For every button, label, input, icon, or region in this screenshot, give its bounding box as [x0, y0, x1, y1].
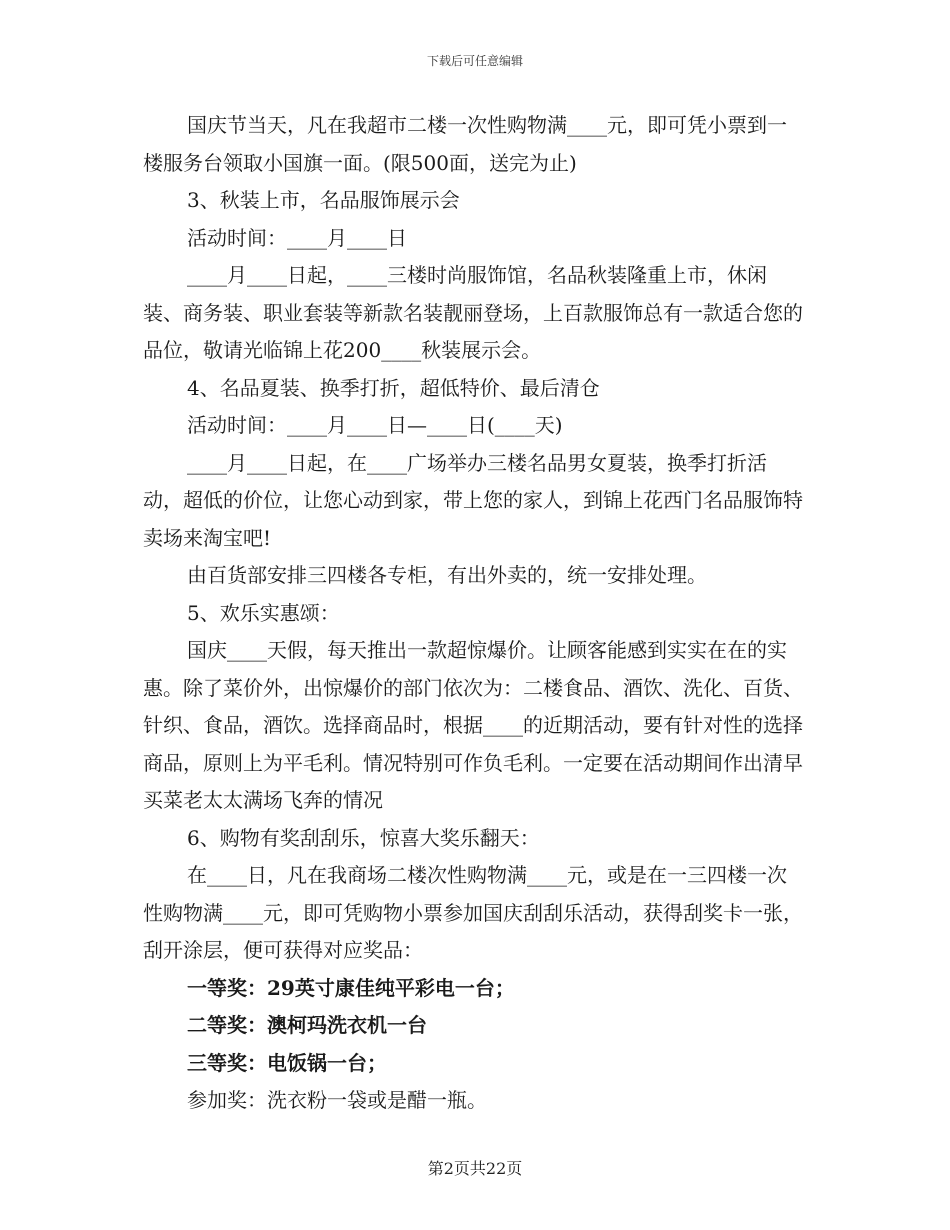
prize-third: 三等奖：电饭锅一台；: [187, 1050, 387, 1075]
activity-time-autumn: 活动时间：____月____日: [187, 225, 407, 250]
section-heading-happy-deals: 5、欢乐实惠颂：: [187, 600, 340, 625]
page-footer: 第2页共22页: [427, 1159, 523, 1178]
section-heading-summer-clearance: 4、名品夏装、换季打折，超低特价、最后清仓: [187, 375, 600, 400]
prize-first: 一等奖：29英寸康佳纯平彩电一台；: [187, 975, 515, 1000]
paragraph-summer-clearance: ____月____日起，在____广场举办三楼名品男女夏装，换季打折活动，超低的价位，让您心动到家，带上您的家人，到锦上花西门名品服饰特卖场来淘宝吧!: [143, 450, 803, 550]
paragraph-happy-deals: 国庆____天假，每天推出一款超惊爆价。让顾客能感到实实在在的实惠。除了菜价外，出惊爆价的部门依次为：二楼食品、酒饮、洗化、百货、针织、食品，酒饮。选择商品时，根据____的近期活动，要有针对性的选择商品，原则上为平毛利。情况特别可作负毛利。一定要在活动期间作出清早买菜老太太满场飞奔的情况: [143, 638, 803, 812]
document-body: [143, 107, 803, 1120]
section-heading-autumn-fashion: 3、秋装上市，名品服饰展示会: [187, 188, 460, 212]
paragraph-flag-gift: 国庆节当天，凡在我超市二楼一次性购物满____元，即可凭小票到一楼服务台领取小国旗一面。(限500面，送完为止): [143, 113, 787, 175]
page-header: 下载后可任意编辑: [426, 54, 523, 68]
prize-participation: 参加奖：洗衣粉一袋或是醋一瓶。: [187, 1088, 487, 1112]
prize-second: 二等奖：澳柯玛洗衣机一台: [187, 1013, 427, 1037]
paragraph-department-arrangement: 由百货部安排三四楼各专柜，有出外卖的，统一安排处理。: [187, 563, 707, 587]
section-heading-scratch-card: 6、购物有奖刮刮乐，惊喜大奖乐翻天：: [187, 825, 540, 850]
activity-time-summer: 活动时间：____月____日—____日(____天): [187, 413, 563, 437]
paragraph-autumn-fashion: ____月____日起，____三楼时尚服饰馆，名品秋装隆重上市，休闲装、商务装、职业套装等新款名装靓丽登场，上百款服饰总有一款适合您的品位，敬请光临锦上花200____秋装展示会。: [143, 263, 803, 362]
paragraph-scratch-card: 在____日，凡在我商场二楼次性购物满____元，或是在一三四楼一次性购物满____元，即可凭购物小票参加国庆刮刮乐活动，获得刮奖卡一张，刮开涂层，便可获得对应奖品：: [143, 863, 803, 962]
